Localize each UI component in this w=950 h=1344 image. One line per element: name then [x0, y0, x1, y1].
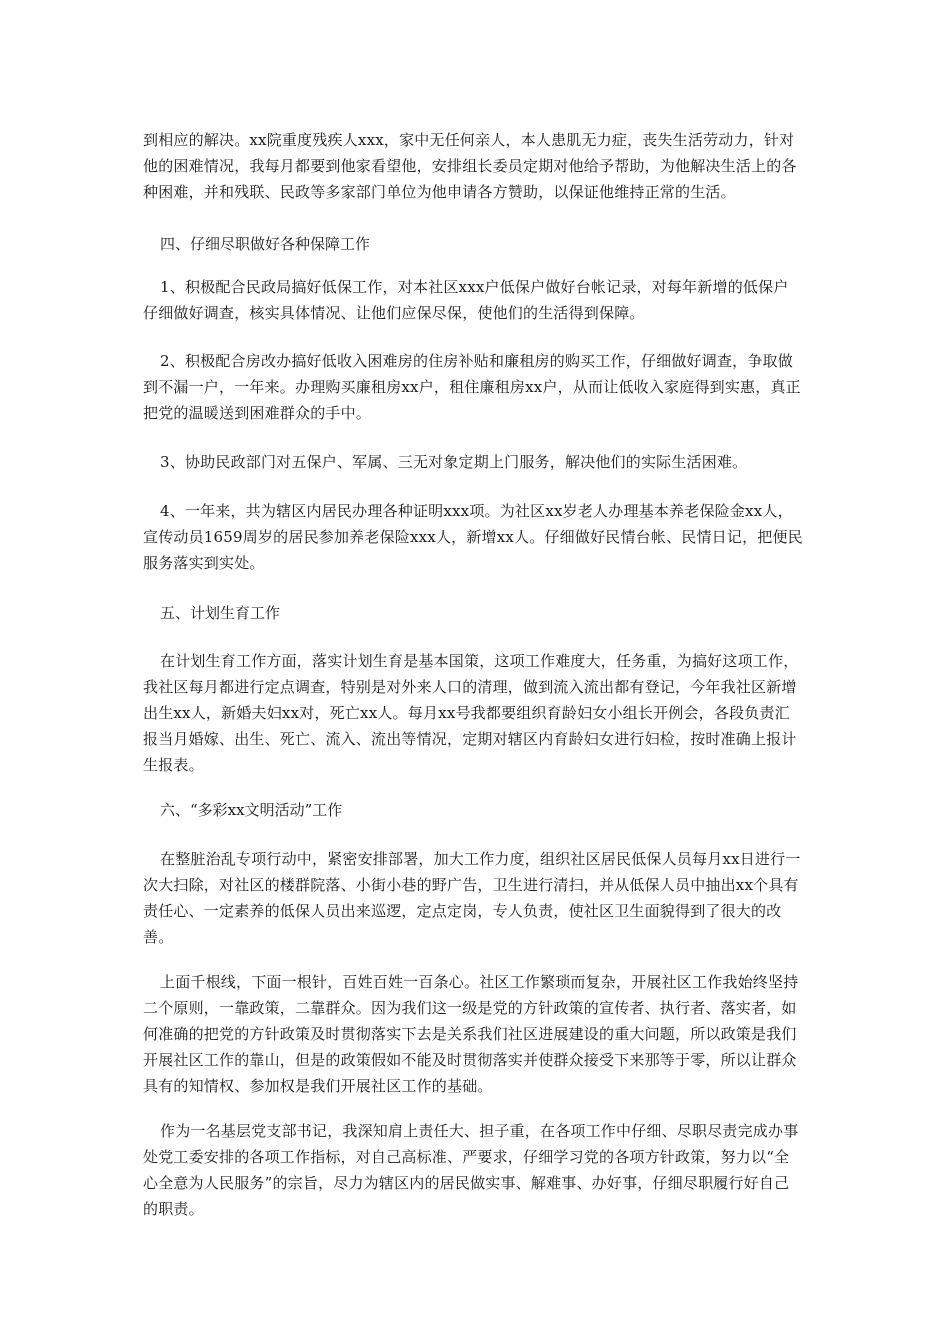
paragraph-4-1: 1、积极配合民政局搞好低保工作，对本社区xxx户低保户做好台帐记录，对每年新增的低保户仔细做好调查，核实具体情况、让他们应保尽保，使他们的生活得到保障。: [143, 278, 789, 322]
paragraph-5: 在计划生育工作方面，落实计划生育是基本国策，这项工作难度大，任务重，为搞好这项工作，我社区每月都进行定点调查，特别是对外来人口的清理，做到流入流出都有登记，今年我社区新增出生xx人，新婚夫妇xx对，死亡xx人。每月xx号我都要组织育龄妇女小组长开例会，各段负责汇报当月婚嫁、出生、死亡、流入、流出等情况，定期对辖区内育龄妇女进行妇检，按时准确上报计生报表。: [143, 652, 799, 774]
paragraph-8: 作为一名基层党支部书记，我深知肩上责任大、担子重，在各项工作中仔细、尽职尽责完成办事处党工委安排的各项工作指标，对自己高标准、严要求，仔细学习党的各项方针政策，努力以“全心全意为人民服务”的宗旨，尽力为辖区内的居民做实事、解难事、办好事，仔细尽职履行好自己的职责。: [143, 1122, 799, 1218]
section-heading-4: 四、仔细尽职做好各种保障工作: [160, 235, 371, 253]
paragraph-7: 上面千根线，下面一根针，百姓百姓一百条心。社区工作繁琐而复杂，开展社区工作我始终坚持二个原则，一靠政策，二靠群众。因为我们这一级是党的方针政策的宣传者、执行者、落实者，如何准确的把党的方针政策及时贯彻落实下去是关系我们社区进展建设的重大问题，所以政策是我们开展社区工作的靠山，但是的政策假如不能及时贯彻落实并使群众接受下来那等于零，所以让群众具有的知情权、参加权是我们开展社区工作的基础。: [143, 973, 799, 1095]
paragraph-6: 在整脏治乱专项行动中，紧密安排部署，加大工作力度，组织社区居民低保人员每月xx日进行一次大扫除，对社区的楼群院落、小街小巷的野广告，卫生进行清扫，并从低保人员中抽出xx个具有责任心、一定素养的低保人员出来巡逻，定点定岗，专人负责，使社区卫生面貌得到了很大的改善。: [143, 850, 801, 946]
paragraph-4-4: 4、一年来，共为辖区内居民办理各种证明xxx项。为社区xx岁老人办理基本养老保险金xx人，宣传动员1659周岁的居民参加养老保险xxx人，新增xx人。仔细做好民情台帐、民情日记，把便民服务落实到实处。: [143, 502, 803, 572]
section-heading-5: 五、计划生育工作: [160, 604, 281, 622]
paragraph-intro: 到相应的解决。xx院重度残疾人xxx，家中无任何亲人，本人患肌无力症，丧失生活劳动力，针对他的困难情况，我每月都要到他家看望他，安排组长委员定期对他给予帮助，为他解决生活上的各种困难，并和残联、民政等多家部门单位为他申请各方赞助，以保证他维持正常的生活。: [143, 131, 797, 201]
section-heading-6: 六、“多彩xx文明活动”工作: [160, 801, 343, 819]
paragraph-4-2: 2、积极配合房改办搞好低收入困难房的住房补贴和廉租房的购买工作，仔细做好调查，争取做到不漏一户，一年来。办理购买廉租房xx户，租住廉租房xx户，从而让低收入家庭得到实惠，真正把党的温暖送到困难群众的手中。: [143, 352, 801, 422]
paragraph-4-3: 3、协助民政部门对五保户、军属、三无对象定期上门服务，解决他们的实际生活困难。: [160, 453, 748, 471]
